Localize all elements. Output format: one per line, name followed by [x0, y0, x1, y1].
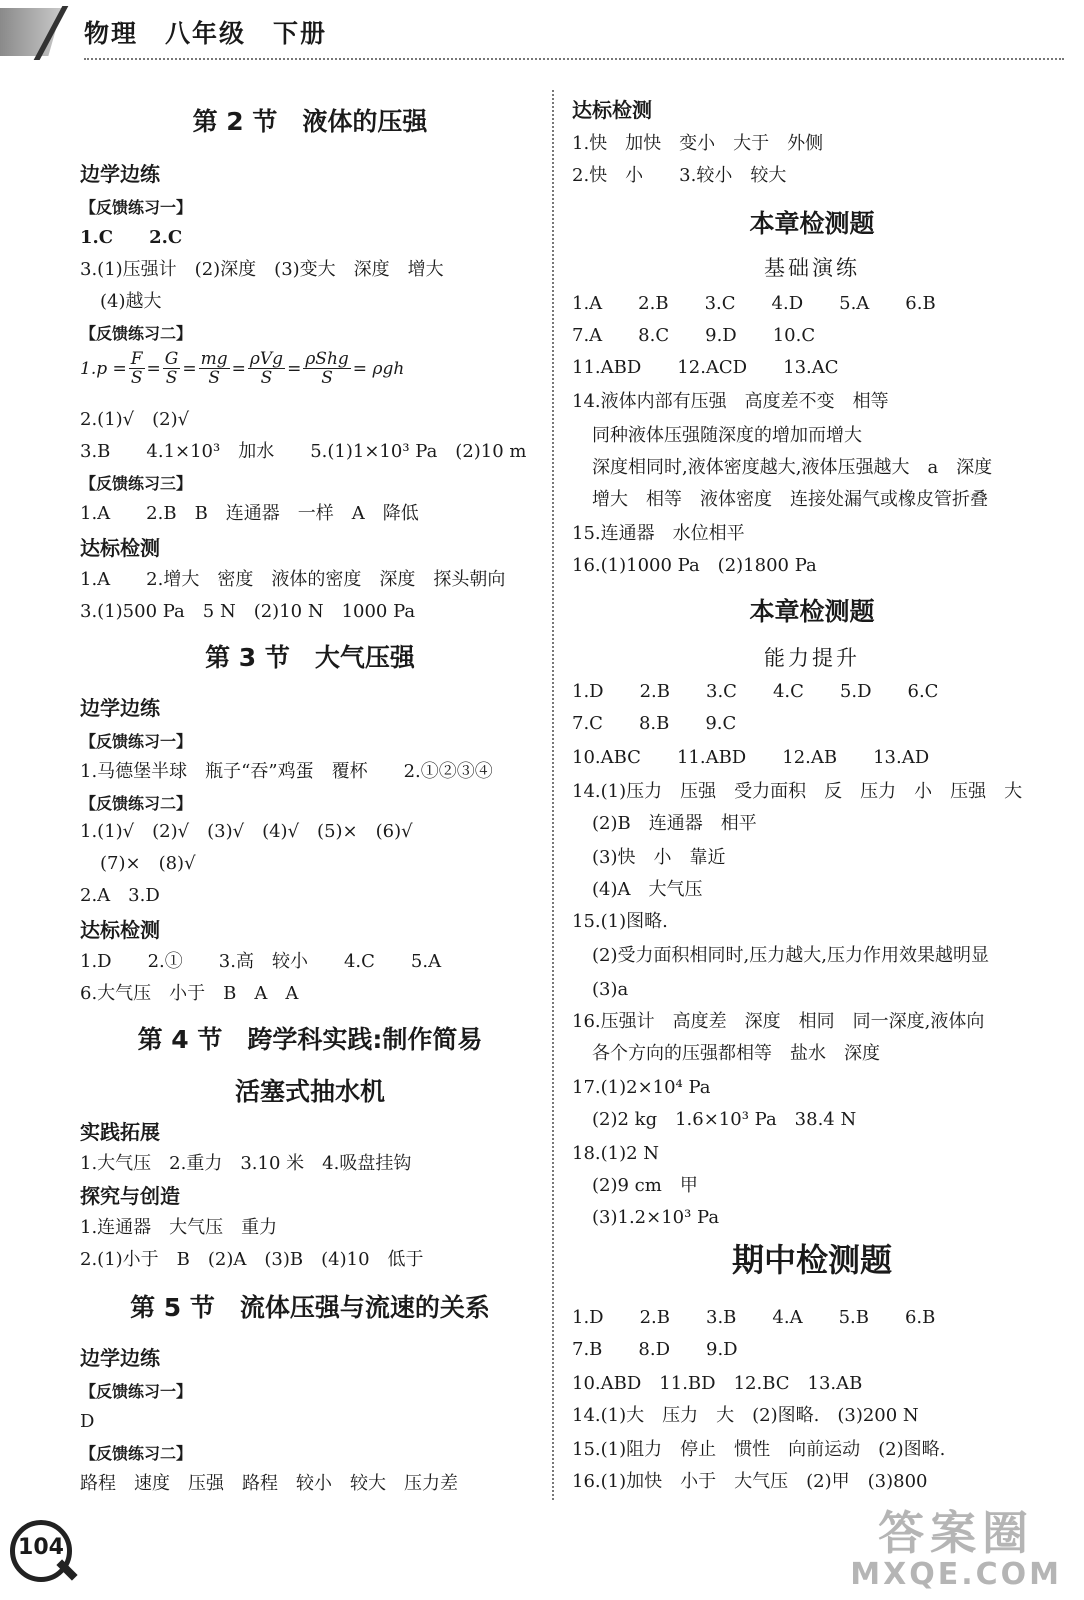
- s5-answer-line: 路程 速度 压强 路程 较小 较大 压力差: [80, 1473, 458, 1494]
- section-4-title: 第 4 节 跨学科实践:制作简易: [137, 1025, 483, 1054]
- s2-feedback-2: 【反馈练习二】: [80, 324, 193, 343]
- formula-frac-1: [129, 350, 145, 387]
- s2-answer-line: 1.A 2.B B 连通器 一样 A 降低: [80, 503, 419, 524]
- s3-feedback-2: 【反馈练习二】: [80, 794, 193, 813]
- header-title: 物理 八年级 下册: [84, 19, 328, 48]
- c1-answer-line: 深度相同时,液体密度越大,液体压强越大 a 深度: [592, 457, 993, 478]
- s5-heading-biansue: 边学边练: [80, 1346, 160, 1370]
- c2-answer-line: (3)1.2×10³ Pa: [592, 1207, 720, 1228]
- c2-answer-line: (2)受力面积相同时,压力越大,压力作用效果越明显: [592, 945, 989, 966]
- c2-answer-line: 17.(1)2×10⁴ Pa: [572, 1077, 711, 1098]
- c2-answer-line: (2)B 连通器 相平: [592, 813, 757, 834]
- column-divider: [552, 90, 554, 1500]
- s3-answer-line: (7)× (8)√: [100, 853, 196, 874]
- s4-heading-shijian: 实践拓展: [80, 1120, 160, 1144]
- c1-answer-line: 1.A 2.B 3.C 4.D 5.A 6.B: [572, 293, 936, 314]
- section-4-title-line2: 活塞式抽水机: [234, 1077, 385, 1106]
- pressure-formula: [80, 350, 404, 387]
- header-rule: [84, 58, 1064, 60]
- c1-answer-line: 7.A 8.C 9.D 10.C: [572, 325, 816, 346]
- watermark-text: 答案圈: [878, 1506, 1035, 1560]
- s4-answer-line: 2.(1)小于 B (2)A (3)B (4)10 低于: [80, 1249, 424, 1270]
- r-answer-line: 2.快 小 3.较小 较大: [572, 165, 787, 186]
- c2-answer-line: 7.C 8.B 9.C: [572, 713, 737, 734]
- s2-answer-line: 3.(1)压强计 (2)深度 (3)变大 深度 增大: [80, 259, 444, 280]
- c1-answer-line: 11.ABD 12.ACD 13.AC: [572, 357, 839, 378]
- formula-num: mg: [200, 349, 228, 369]
- section-5-title: 第 5 节 流体压强与流速的关系: [130, 1293, 490, 1322]
- s3-answer-line: 1.马德堡半球 瓶子“吞”鸡蛋 覆杯 2.①②③④: [80, 761, 493, 782]
- formula-num: ρShg: [305, 349, 349, 369]
- r-heading-dabiao: 达标检测: [572, 98, 652, 122]
- s2-answer-line: 3.B 4.1×10³ 加水 5.(1)1×10³ Pa (2)10 m: [80, 441, 527, 462]
- s2-answer-line: 1.C 2.C: [80, 227, 183, 248]
- formula-frac-4: [248, 350, 285, 387]
- formula-den: S: [130, 368, 143, 388]
- c2-answer-line: (2)2 kg 1.6×10³ Pa 38.4 N: [592, 1109, 857, 1130]
- midterm-answer-line: 15.(1)阻力 停止 惯性 向前运动 (2)图略.: [572, 1439, 946, 1460]
- formula-eq: =: [287, 358, 302, 379]
- s5-answer-line: D: [80, 1411, 95, 1432]
- c2-answer-line: 14.(1)压力 压强 受力面积 反 压力 小 压强 大: [572, 781, 1023, 802]
- c1-answer-line: 14.液体内部有压强 高度差不变 相等: [572, 391, 889, 412]
- formula-num: ρVg: [249, 349, 284, 369]
- c2-answer-line: (4)A 大气压: [592, 879, 703, 900]
- formula-num: F: [130, 349, 143, 369]
- midterm-answer-line: 1.D 2.B 3.B 4.A 5.B 6.B: [572, 1307, 936, 1328]
- c2-answer-line: 16.压强计 高度差 深度 相同 同一深度,液体向: [572, 1011, 985, 1032]
- s5-feedback-1: 【反馈练习一】: [80, 1382, 193, 1401]
- c2-answer-line: 各个方向的压强都相等 盐水 深度: [592, 1043, 880, 1064]
- page-number: 104: [18, 1535, 64, 1560]
- watermark-url: MXQE.COM: [850, 1557, 1062, 1592]
- chapter-test-subtitle-2: 能力提升: [764, 646, 860, 670]
- s2-feedback-3: 【反馈练习三】: [80, 474, 193, 493]
- chapter-test-title-1: 本章检测题: [749, 209, 875, 238]
- formula-eq: =: [146, 358, 161, 379]
- s3-heading-dabiao: 达标检测: [80, 918, 160, 942]
- watermark: [850, 1508, 1062, 1592]
- c2-answer-line: 15.(1)图略.: [572, 911, 668, 932]
- midterm-answer-line: 10.ABD 11.BD 12.BC 13.AB: [572, 1373, 863, 1394]
- s4-answer-line: 1.大气压 2.重力 3.10 米 4.吸盘挂钩: [80, 1153, 412, 1174]
- s3-feedback-1: 【反馈练习一】: [80, 732, 193, 751]
- formula-tail: = ρgh: [352, 358, 405, 379]
- section-2-title: 第 2 节 液体的压强: [192, 107, 428, 136]
- formula-frac-3: [199, 350, 230, 387]
- formula-frac-5: [303, 350, 350, 387]
- s2-answer-line: 2.(1)√ (2)√: [80, 409, 190, 430]
- formula-eq: =: [231, 358, 246, 379]
- s3-answer-line: 2.A 3.D: [80, 885, 160, 906]
- page-header: [0, 0, 1084, 66]
- s2-feedback-1: 【反馈练习一】: [80, 198, 193, 217]
- c2-answer-line: (2)9 cm 甲: [592, 1175, 698, 1196]
- s3-heading-biansue: 边学边练: [80, 696, 160, 720]
- c2-answer-line: 1.D 2.B 3.C 4.C 5.D 6.C: [572, 681, 939, 702]
- r-answer-line: 1.快 加快 变小 大于 外侧: [572, 133, 824, 154]
- formula-den: S: [208, 368, 220, 388]
- formula-den: S: [321, 368, 333, 388]
- midterm-answer-line: 16.(1)加快 小于 大气压 (2)甲 (3)800: [572, 1471, 928, 1492]
- formula-lead: 1.p =: [80, 358, 127, 379]
- page-number-badge: [10, 1520, 80, 1590]
- s3-answer-line: 1.D 2.① 3.高 较小 4.C 5.A: [80, 951, 442, 972]
- section-3-title: 第 3 节 大气压强: [205, 643, 415, 672]
- c1-answer-line: 增大 相等 液体密度 连接处漏气或橡皮管折叠: [592, 489, 988, 510]
- c1-answer-line: 同种液体压强随深度的增加而增大: [592, 425, 862, 446]
- s2-answer-line: (4)越大: [100, 291, 162, 312]
- chapter-test-title-2: 本章检测题: [749, 597, 875, 626]
- chapter-test-subtitle-1: 基础演练: [764, 256, 860, 280]
- s4-answer-line: 1.连通器 大气压 重力: [80, 1217, 278, 1238]
- midterm-answer-line: 7.B 8.D 9.D: [572, 1339, 738, 1360]
- c2-answer-line: (3)a: [592, 979, 629, 1000]
- s5-feedback-2: 【反馈练习二】: [80, 1444, 193, 1463]
- formula-num: G: [164, 349, 179, 369]
- s4-heading-tanjiu: 探究与创造: [80, 1184, 180, 1208]
- formula-frac-2: [163, 350, 181, 387]
- formula-den: S: [260, 368, 273, 388]
- s2-answer-line: 3.(1)500 Pa 5 N (2)10 N 1000 Pa: [80, 601, 416, 622]
- midterm-test-title: 期中检测题: [731, 1241, 892, 1279]
- c1-answer-line: 16.(1)1000 Pa (2)1800 Pa: [572, 555, 817, 576]
- c2-answer-line: 10.ABC 11.ABD 12.AB 13.AD: [572, 747, 930, 768]
- s2-heading-biansue: 边学边练: [80, 162, 160, 186]
- s2-heading-dabiao: 达标检测: [80, 536, 160, 560]
- s3-answer-line: 1.(1)√ (2)√ (3)√ (4)√ (5)× (6)√: [80, 821, 413, 842]
- formula-eq: =: [182, 358, 197, 379]
- c2-answer-line: (3)快 小 靠近: [592, 847, 726, 868]
- formula-den: S: [165, 368, 178, 388]
- c1-answer-line: 15.连通器 水位相平: [572, 523, 745, 544]
- s2-answer-line: 1.A 2.增大 密度 液体的密度 深度 探头朝向: [80, 569, 506, 590]
- midterm-answer-line: 14.(1)大 压力 大 (2)图略. (3)200 N: [572, 1405, 919, 1426]
- c2-answer-line: 18.(1)2 N: [572, 1143, 660, 1164]
- s3-answer-line: 6.大气压 小于 B A A: [80, 983, 299, 1004]
